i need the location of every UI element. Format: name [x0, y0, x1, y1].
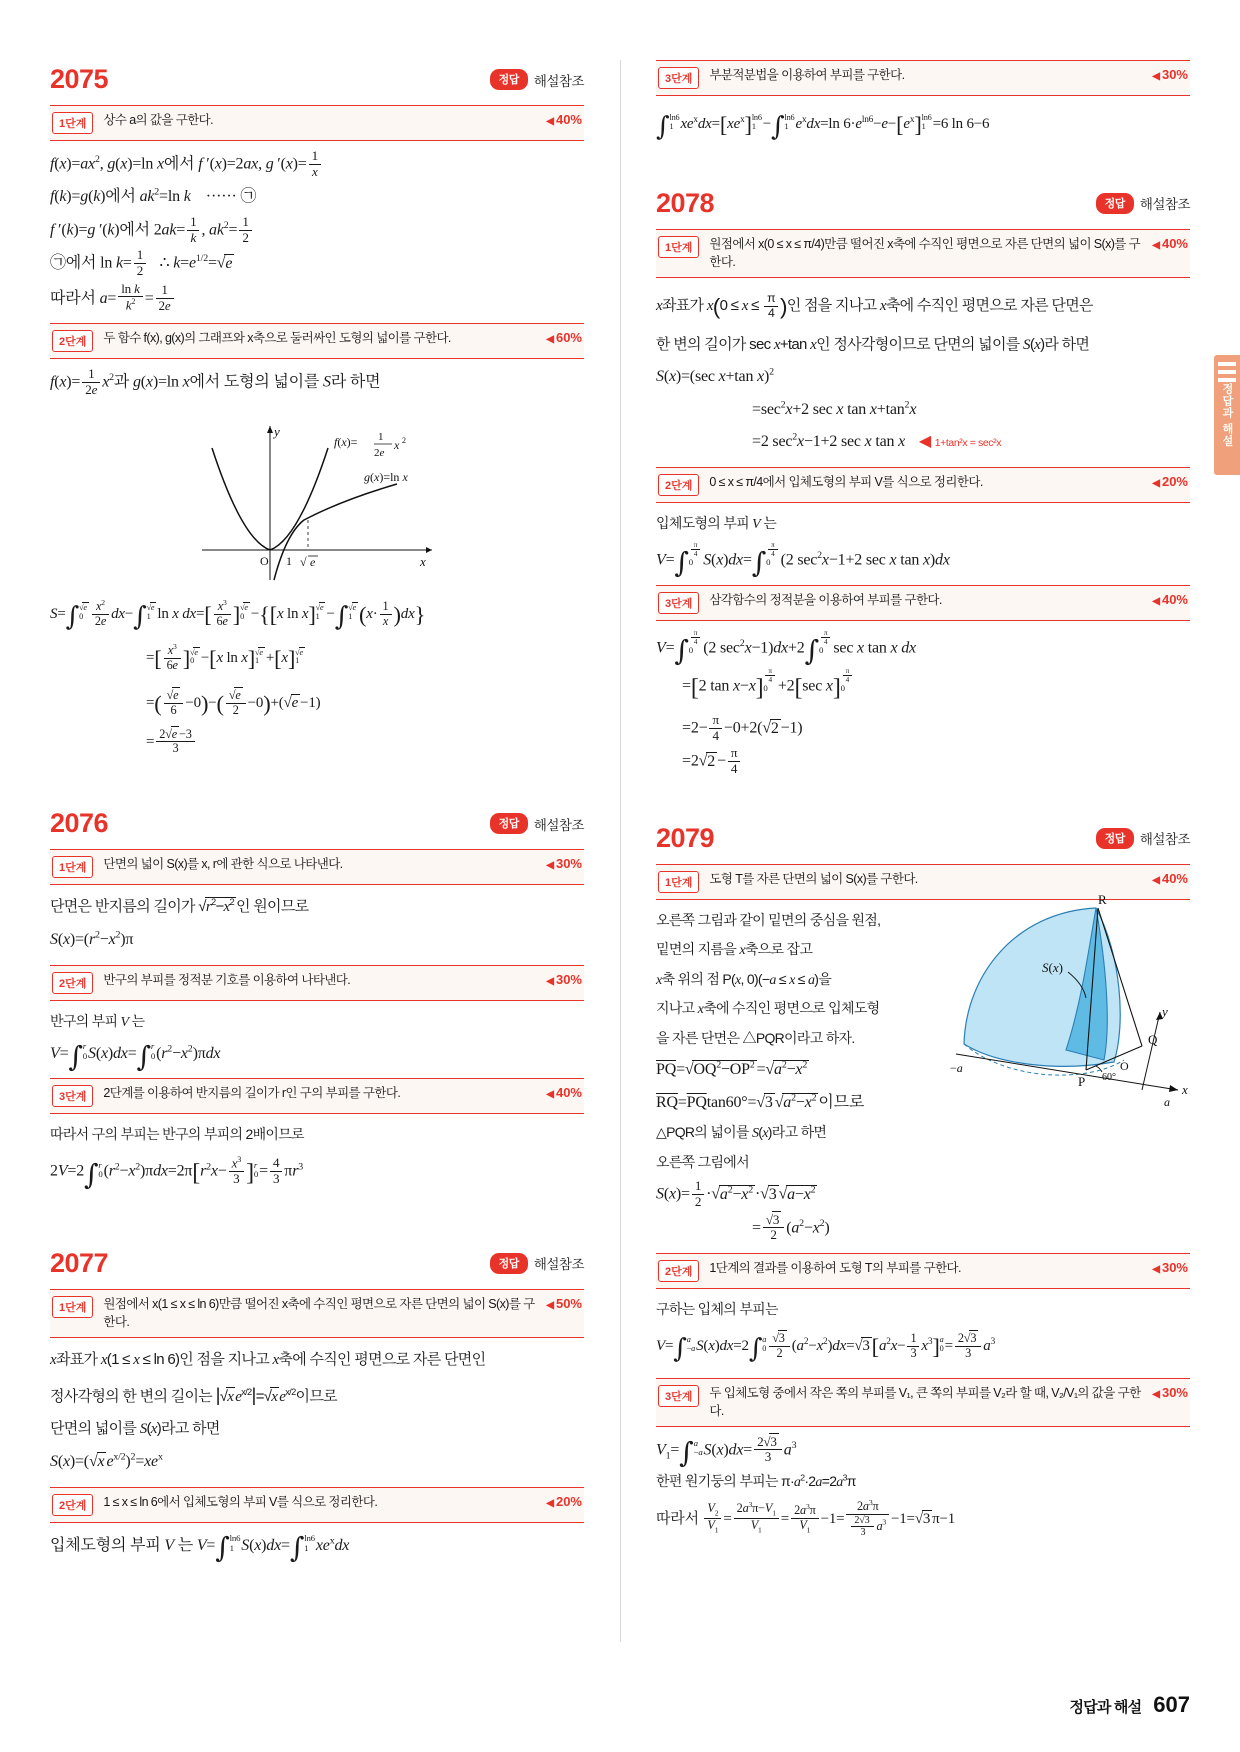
math-line: S=∫ √e 0 $\frac{x^2}{2e}$ dx−∫ √e 1 ln x dx=[ $\frac{x^3}{6e}$ ] √e 0 −{[x ln x] √e 1 −∫ √e 1 (x· $\frac{1}{x}$ )dx} [50, 597, 426, 633]
answer-tag [490, 813, 584, 834]
step-percent-value: 20% [555, 1493, 582, 1509]
math-line: x축 위의 점 P(x, 0)(−a ≤ x ≤ a)을 [656, 970, 832, 988]
problem-header-2079 [656, 823, 1190, 854]
math-line: $V_1=\int$ a −a S(x)dx= $\frac{2√3}{3}$ $a^3$ [656, 1433, 797, 1470]
math-line: 오른쪽 그림과 같이 밑면의 중심을 원점, [656, 911, 881, 928]
step-description: 단면의 넓이 S(x)를 x, r에 관한 식으로 나타낸다. [103, 857, 343, 872]
svg-text:f(x)=: f(x)= [334, 434, 358, 449]
answer-text: 해설참조 [533, 817, 584, 833]
step-percent: ◀ 40% [546, 1085, 582, 1101]
problem-number: 2079 [656, 822, 715, 853]
step-description: 0 ≤ x ≤ π/4에서 입체도형의 부피 V를 식으로 정리한다. [709, 475, 983, 490]
math-line: f(x)= $\frac{1}{2e}$ $x^2$과 g(x)=ln x에서 도형의 넓이를 S라 하면 [50, 366, 381, 398]
math-line: = $\frac{√3}{2}$ $(a^2-x^2)$ [752, 1211, 830, 1243]
step-badge: 3단계 [52, 1085, 93, 1107]
step-description: 두 함수 f(x), g(x)의 그래프와 x축으로 둘러싸인 도형의 넓이를 구한다. [103, 331, 451, 346]
math-line: V=∫ $\frac{\pi}{4}$ 0 (2 $\sec^2x-1)dx+2\int$ $\frac{\pi}{4}$ 0 sec x tan x dx [656, 628, 916, 667]
footer-page-number: 607 [1153, 1692, 1190, 1717]
step-percent-value: 40% [1161, 235, 1188, 251]
step-badge: 1단계 [658, 871, 699, 893]
math-line: 지나고 x축에 수직인 평면으로 입체도형 [656, 1000, 880, 1018]
step-description: 삼각함수의 정적분을 이용하여 부피를 구한다. [709, 592, 942, 607]
problem-header-2076 [50, 808, 584, 839]
math-line: =[ $\frac{x^3}{6e}$ ] √e 0 −[x ln x] √e 1 +[x] √e 1 [146, 642, 303, 673]
step-row [656, 1253, 1190, 1289]
step-percent-value: 40% [555, 112, 582, 127]
step-percent: ◀ 40% [1152, 591, 1188, 607]
step-percent: ◀ 30% [546, 971, 582, 987]
left-column [50, 60, 620, 1620]
math-line: 2V=2∫ r 0 $(r^2-x^2)\pi dx=2\pi[r^2x-$ $\frac{x^3}{3}$ ] r 0 = $\frac{4}{3}$ $\pi r^3$ [50, 1155, 303, 1191]
step-row [656, 585, 1190, 621]
math-line: =2 $\sec^2x-1+2$ sec x tan x ◀ 1+tan²x = sec²x [752, 432, 1002, 451]
step-badge: 1단계 [52, 112, 93, 134]
step-row [50, 849, 584, 885]
svg-text:Q: Q [1148, 1031, 1158, 1047]
math-line: 따라서 a= $\frac{\text{ln k}}{k^2}$ = $\frac{1}{2e}$ [50, 282, 584, 314]
answer-tag [1096, 828, 1190, 849]
problem-2075 [50, 64, 584, 756]
step-description: 두 입체도형 중에서 작은 쪽의 부피를 V₁, 큰 쪽의 부피를 V₂라 할 때, V₂/V₁의 값을 구한다. [709, 1385, 1141, 1418]
step-percent-value: 40% [555, 1085, 582, 1101]
step-percent: ◀ 40% [546, 112, 582, 127]
step-percent-value: 20% [1161, 474, 1188, 490]
svg-text:R: R [1098, 893, 1107, 907]
step-percent-value: 60% [555, 330, 582, 346]
step-row [50, 1078, 584, 1114]
svg-text:60°: 60° [1102, 1071, 1116, 1083]
step-description: 부분적분법을 이용하여 부피를 구한다. [709, 68, 905, 82]
svg-text:2: 2 [402, 435, 406, 445]
svg-text:O: O [1120, 1058, 1129, 1073]
math-line: =[2 tan x−x] $\frac{\pi}{4}$ 0 +2[sec x] $\frac{\pi}{4}$ 0 [656, 666, 1190, 710]
step-description: 상수 a의 값을 구한다. [103, 113, 214, 127]
math-line: $\overline{PQ}=√OQ^2-\overline{OP}^2 =√a^2-x^2$ [656, 1059, 808, 1079]
math-line: 한편 원기둥의 부피는 $\pi\cdot a^2\cdot 2a=2a^3\pi$ [656, 1472, 856, 1490]
step-badge: 2단계 [52, 972, 93, 994]
math-line: V=∫ r 0 S(x)dx=∫ r 0 $(r^2-x^2)\pi dx$ [50, 1039, 221, 1073]
svg-text:P: P [1078, 1073, 1086, 1089]
problem-2079 [656, 823, 1190, 1538]
math-line: 구하는 입체의 부피는 [656, 1300, 778, 1317]
math-line: x좌표가 x(0 ≤ x ≤ $\frac{\pi}{4}$ )인 점을 지나고 x축에 수직인 평면으로 자른 단면은 [656, 290, 1093, 320]
svg-text:S(x): S(x) [1042, 959, 1063, 975]
step-badge: 1단계 [658, 236, 699, 258]
math-line: f(k)=g(k)에서 $ak^2=\ln$ k ······ ㉠ [50, 187, 257, 206]
answer-chip: 정답 [1096, 193, 1134, 214]
step-row [50, 1487, 584, 1523]
math-line: =2√2 − $\frac{\pi}{4}$ [656, 746, 1190, 776]
answer-chip: 정답 [490, 1253, 528, 1274]
step-percent: ◀ 50% [546, 1295, 582, 1311]
step-percent: ◀ 30% [1152, 67, 1188, 82]
step-description: 원점에서 x(0 ≤ x ≤ π/4)만큼 떨어진 x축에 수직인 평면으로 자른 단면의 넓이 S(x)를 구한다. [709, 236, 1141, 269]
figure-2075 [182, 408, 452, 588]
step-row [656, 60, 1190, 96]
svg-text:y: y [1162, 1003, 1168, 1019]
math-line: ㉠에서 ln k= $\frac{1}{2}$ ∴ $k=e^{1/2}=√e$ [50, 247, 233, 279]
step-badge: 1단계 [52, 1296, 93, 1318]
math-line: 단면의 넓이를 S(x)라고 하면 [50, 1420, 220, 1438]
step-row [656, 1378, 1190, 1427]
step-description: 2단계를 이용하여 반지름의 길이가 r인 구의 부피를 구한다. [103, 1086, 401, 1101]
step-badge: 2단계 [658, 474, 699, 496]
step-percent-value: 40% [1161, 870, 1188, 886]
step-badge: 3단계 [658, 592, 699, 614]
math-line: 따라서 구의 부피는 반구의 부피의 2배이므로 [50, 1126, 304, 1143]
step-badge: 2단계 [52, 330, 93, 352]
step-row [50, 1289, 584, 1338]
svg-text:x: x [1182, 1081, 1188, 1097]
problem-2076 [50, 808, 584, 1195]
problem-2077 [50, 1247, 584, 1565]
step-percent: ◀ 30% [546, 856, 582, 872]
step-badge: 1단계 [52, 856, 93, 878]
answer-text: 해설참조 [1139, 197, 1190, 213]
math-line: x좌표가 x(1 ≤ x ≤ ln 6)인 점을 지나고 x축에 수직인 평면으로 자른 단면인 [50, 1350, 486, 1368]
step-description: 1단계의 결과를 이용하여 도형 T의 부피를 구한다. [709, 1260, 961, 1275]
math-line: 정사각형의 한 변의 길이는 |√x $e^{x/2}|=√x$ $e^{x/2}$이므로 [50, 1383, 337, 1405]
step-percent: ◀ 30% [1152, 1259, 1188, 1275]
math-line: = $\frac{2√e -3}{3}$ [50, 728, 584, 757]
math-line: 밑면의 지름을 x축으로 잡고 [656, 940, 813, 958]
answer-tag [490, 69, 584, 90]
side-note: 1+tan²x = sec²x [934, 437, 1002, 450]
step-percent-value: 50% [555, 1295, 582, 1311]
step-description: 1 ≤ x ≤ ln 6에서 입체도형의 부피 V를 식으로 정리한다. [103, 1494, 378, 1509]
step-description: 원점에서 x(1 ≤ x ≤ ln 6)만큼 떨어진 x축에 수직인 평면으로 자른 단면의 넓이 S(x)를 구한다. [103, 1296, 535, 1329]
problem-header-2077 [50, 1248, 584, 1279]
math-line: 단면은 반지름의 길이가 $√r^2-x^2$ 인 원이므로 [50, 897, 309, 916]
math-line: V=∫ a −a S(x)dx=2∫ a 0 $\frac{√3}{2}$ $(a^2-x^2)dx=√3[a^2x-$ $\frac{1}{3}$ $x^3$] a 0 = $\frac{2√3}{3}$ $a^3$ [656, 1330, 996, 1365]
math-line: 한 변의 길이가 sec x+tan x인 정사각형이므로 단면의 넓이를 S(x)라 하면 [656, 335, 1090, 353]
math-line: $\overline{RQ}=\overline{PQ}\tan 60^\circ=√3$ $√a^2-x^2$ 이므로 [656, 1092, 865, 1111]
answer-chip: 정답 [1096, 828, 1134, 849]
math-line: ∫ ln6 1 $xe^xdx=[xe^x]$ ln6 1 −∫ ln6 1 $e^xdx=\ln$ $6\cdot e^{ln6}-e-[e^x]$ ln6 1 =6 ln 6−6 [656, 112, 990, 143]
step-row [656, 229, 1190, 278]
math-line: =( $\frac{√e}{6}$ −0)−( $\frac{√e}{2}$ −0)+(√e −1) [146, 688, 321, 717]
answer-tag [1096, 193, 1190, 214]
problem-2077-continued [656, 60, 1190, 146]
problem-2078 [656, 188, 1190, 777]
step-row [50, 323, 584, 359]
math-line: $S(x)=(r^2-x^2)\pi$ [50, 929, 134, 949]
svg-text:1: 1 [378, 430, 384, 443]
math-line: f ′(k)=g ′(k)에서 2ak= $\frac{1}{k}$ , $ak^2=$ $\frac{1}{2}$ [50, 215, 584, 245]
svg-text:y: y [274, 423, 280, 439]
step-percent: ◀ 60% [546, 330, 582, 346]
step-badge: 2단계 [52, 1494, 93, 1516]
svg-text:O: O [260, 553, 269, 568]
answer-text: 해설참조 [533, 1257, 584, 1273]
problem-number: 2075 [50, 64, 109, 94]
step-percent-value: 30% [555, 856, 582, 872]
svg-text:a: a [1164, 1094, 1170, 1109]
math-line: S(x)= $\frac{1}{2}$ $\cdot√a^2-x^2 \cdot√3$ $√a-x^2$ [656, 1178, 816, 1209]
footer-label: 정답과 해설 [1069, 1699, 1142, 1716]
step-percent-value: 30% [555, 971, 582, 987]
step-row [50, 965, 584, 1001]
problem-number: 2076 [50, 808, 109, 839]
step-row [50, 105, 584, 141]
svg-text:√: √ [300, 554, 307, 569]
step-percent-value: 30% [1161, 1384, 1188, 1400]
math-line: 입체도형의 부피 V 는 [656, 515, 777, 533]
step-row [656, 467, 1190, 503]
step-percent: ◀ 40% [1152, 870, 1188, 886]
problem-header-2075 [50, 64, 584, 95]
answer-chip: 정답 [490, 69, 528, 90]
problem-header-2078 [656, 188, 1190, 219]
step-percent-value: 30% [1161, 67, 1188, 82]
step-percent-value: 30% [1161, 1259, 1188, 1275]
math-line: 반구의 부피 V 는 [50, 1012, 145, 1030]
answer-chip: 정답 [490, 813, 528, 834]
answer-text: 해설참조 [1139, 832, 1190, 848]
svg-text:−a: −a [950, 1060, 963, 1075]
math-line: =2− $\frac{\pi}{4}$ −0+2(√2 −1) [682, 712, 803, 743]
step-percent-value: 40% [1161, 591, 1188, 607]
side-tab-mark-icon [1218, 362, 1236, 388]
svg-text:x: x [394, 437, 400, 452]
svg-text:g(x)=ln x: g(x)=ln x [364, 469, 408, 484]
problem-number: 2077 [50, 1247, 109, 1278]
step-percent: ◀ 20% [546, 1493, 582, 1509]
step-percent: ◀ 40% [1152, 235, 1188, 251]
answer-text: 해설참조 [533, 73, 584, 89]
math-line: $=\sec^2x+2$ sec x $\tan x+\tan^2x$ [752, 399, 917, 418]
svg-text:1: 1 [286, 553, 292, 568]
math-line: $f(x)=ax^2$, g(x)=ln x에서 f ′(x)=2ax, g ′(x)= $\frac{1}{x}$ [50, 149, 584, 179]
svg-text:2e: 2e [374, 446, 385, 459]
step-description: 도형 T를 자른 단면의 넓이 S(x)를 구한다. [709, 871, 918, 886]
step-badge: 3단계 [658, 1385, 699, 1407]
math-line: 을 자른 단면은 △PQR이라고 하자. [656, 1030, 855, 1047]
answer-tag [490, 1253, 584, 1274]
figure-2079 [946, 894, 1196, 1124]
step-description: 반구의 부피를 정적분 기호를 이용하여 나타낸다. [103, 972, 351, 987]
math-line: S(x)=(√x $e^{x/2})^2=xe^x$ [50, 1451, 163, 1471]
step-percent: ◀ 30% [1152, 1384, 1188, 1400]
step-percent: ◀ 20% [1152, 474, 1188, 490]
math-line: S(x)=(sec x+tan x)$^2$ [656, 366, 774, 386]
right-column [620, 60, 1190, 1620]
math-line: △PQR의 넓이를 S(x)라고 하면 [656, 1124, 827, 1142]
svg-text:x: x [420, 553, 426, 569]
problem-number: 2078 [656, 187, 715, 218]
side-tab-label: 정답과 해설 [1221, 382, 1233, 448]
math-line: 따라서 $\frac{V_2}{V_1}$ = $\frac{2a^3\pi-V_1}{V_1}$ = $\frac{2a^3\pi}{V_1}$ −1= $2a^3\pi$ $\frac{2√3}{3}$ $a^3$ −1=√3 π−1 [656, 1497, 956, 1538]
page-footer [1069, 1692, 1190, 1718]
math-line: 입체도형의 부피 V 는 V=∫ ln6 1 S(x)dx=∫ ln6 1 $xe^xdx$ [50, 1531, 350, 1565]
svg-text:e: e [310, 554, 316, 569]
math-line: 오른쪽 그림에서 [656, 1154, 749, 1171]
step-badge: 3단계 [658, 67, 699, 89]
math-line: V=∫ $\frac{\pi}{4}$ 0 S(x)dx=∫ $\frac{\pi}{4}$ 0 (2 $\sec^2x-1+2$ sec x tan x)dx [656, 540, 950, 580]
step-badge: 2단계 [658, 1260, 699, 1282]
